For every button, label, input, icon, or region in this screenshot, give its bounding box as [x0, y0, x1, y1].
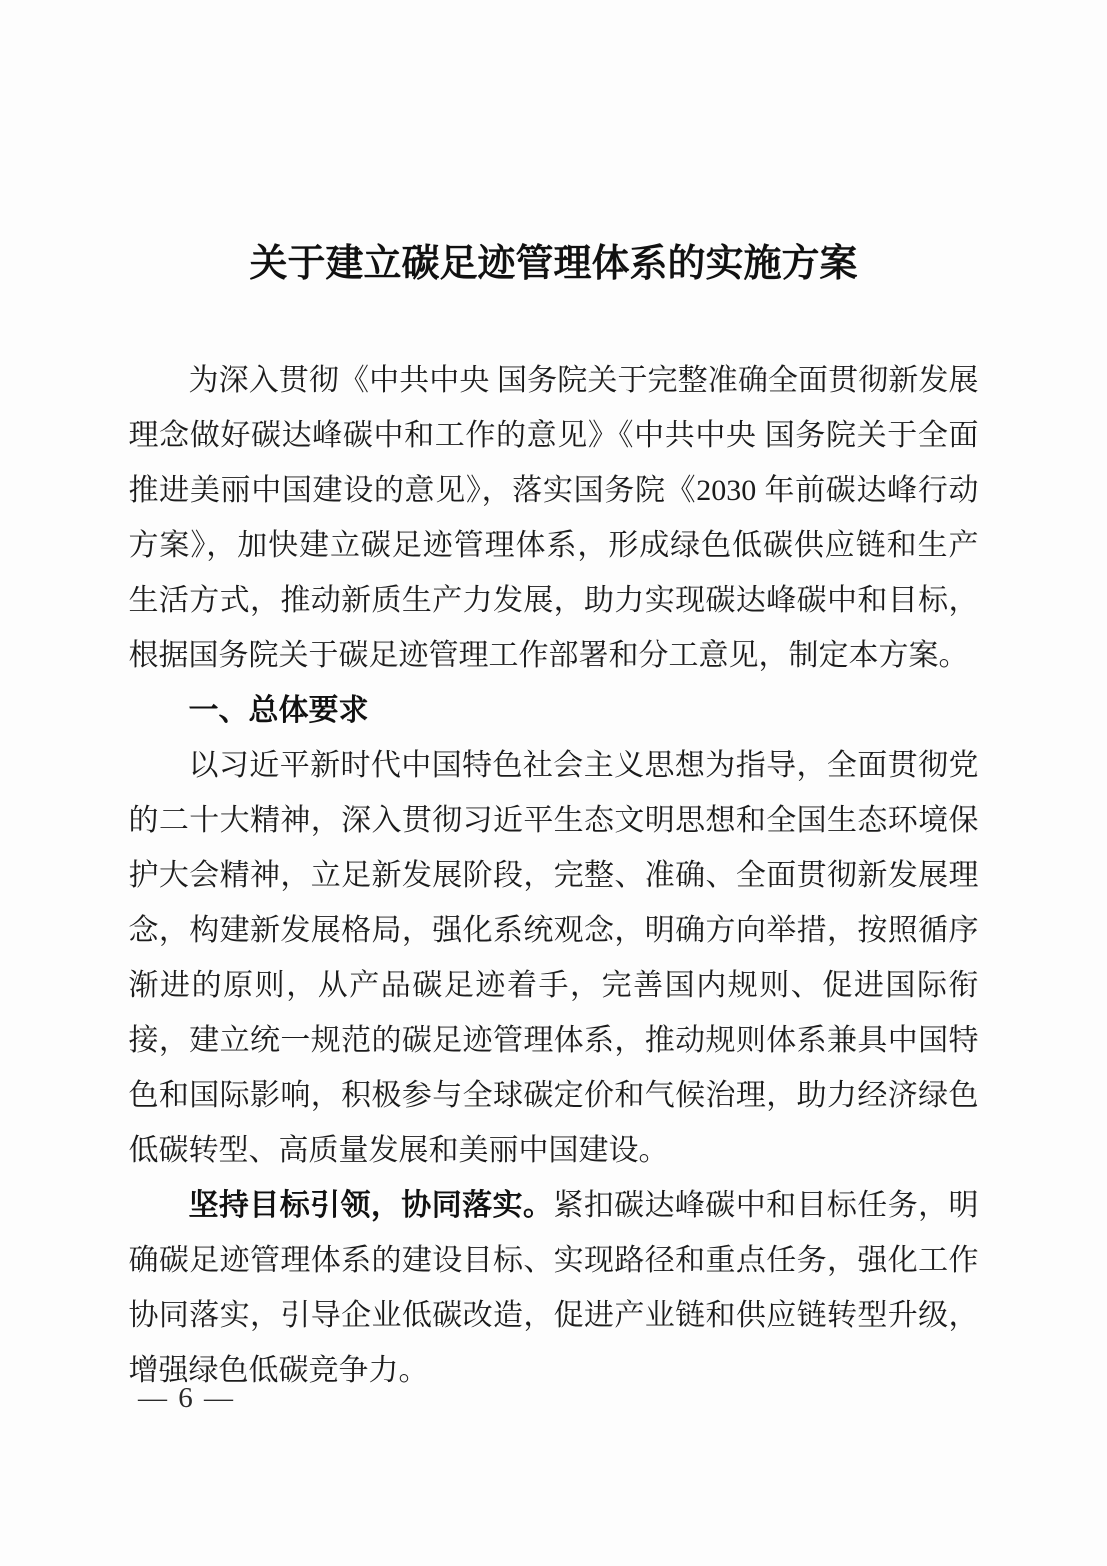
paragraph-lead-bold: 坚持目标引领，协同落实。 — [188, 1189, 554, 1222]
paragraph-principle-goal-leading — [129, 1178, 979, 1398]
paragraph-lead-rest: 紧扣碳达峰碳中和目标任务，明确碳足迹管理体系的建设目标、实现路径和重点任务，强化工作协同落实，引导企业低碳改造，促进产业链和供应链转型升级，增强绿色低碳竞争力。 — [128, 1189, 979, 1387]
page-number: — 6 — — [138, 1382, 235, 1414]
document-body — [129, 353, 979, 1398]
page-title — [0, 0, 1107, 287]
paragraph-guiding-ideology: 以习近平新时代中国特色社会主义思想为指导，全面贯彻党的二十大精神，深入贯彻习近平生态文明思想和全国生态环境保护大会精神，立足新发展阶段，完整、准确、全面贯彻新发展理念，构建新发展格局，强化系统观念，明确方向举措，按照循序渐进的原则，从产品碳足迹着手，完善国内规则、促进国际衔接，建立统一规范的碳足迹管理体系，推动规则体系兼具中国特色和国际影响，积极参与全球碳定价和气候治理，助力经济绿色低碳转型、高质量发展和美丽中国建设。 — [128, 749, 979, 1167]
paragraph-intro: 为深入贯彻《中共中央 国务院关于完整准确全面贯彻新发展理念做好碳达峰碳中和工作的意见》《中共中央 国务院关于全面推进美丽中国建设的意见》，落实国务院《2030 年前碳达峰行动方案》，加快建立碳足迹管理体系，形成绿色低碳供应链和生产生活方式，推动新质生产力发展，助力实现碳达峰碳中和目标，根据国务院关于碳足迹管理工作部署和分工意见，制定本方案。 — [128, 364, 979, 672]
section-heading-overall-requirements: 一、总体要求 — [188, 694, 369, 727]
page-title-text: 关于建立碳足迹管理体系的实施方案 — [249, 243, 858, 285]
